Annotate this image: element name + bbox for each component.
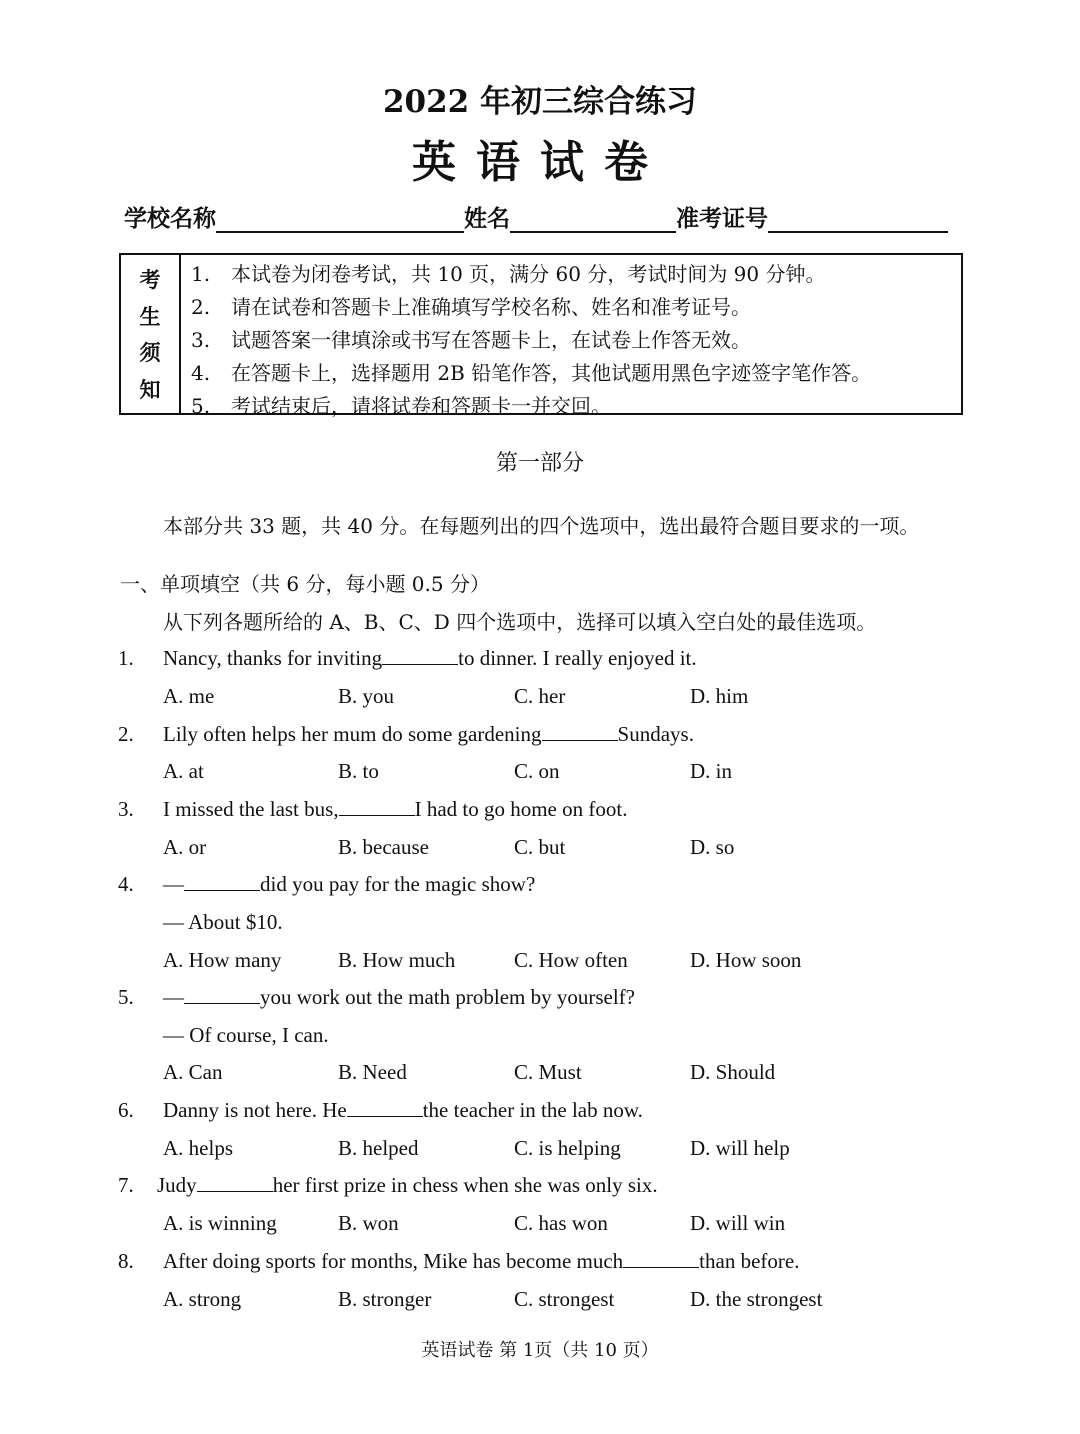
name-field[interactable] — [510, 205, 676, 233]
section-title: 一、单项填空（共 6 分，每小题 0.5 分） — [120, 572, 490, 596]
question-number: 2. — [118, 722, 134, 746]
option-c[interactable]: C. her — [514, 684, 566, 708]
option-d[interactable]: D. will help — [690, 1136, 790, 1160]
exam-id-field[interactable] — [768, 205, 948, 233]
notice-item — [191, 291, 961, 324]
notice-box — [119, 253, 963, 418]
option-d[interactable]: D. Should — [690, 1060, 776, 1084]
question-reply: — About $10. — [163, 910, 283, 934]
part-title: 第一部分 — [495, 451, 584, 476]
answer-blank — [197, 1173, 273, 1192]
option-d[interactable]: D. the strongest — [690, 1287, 823, 1311]
notice-label-char: 生 — [139, 303, 161, 329]
option-d[interactable]: D. How soon — [690, 948, 802, 972]
question-stem — [163, 1098, 643, 1123]
option-c[interactable]: C. but — [514, 835, 566, 859]
stem-post: than before. — [699, 1249, 800, 1273]
question-number: 6. — [118, 1098, 134, 1122]
notice-item — [191, 357, 961, 390]
exam-title: 2022 年初三综合练习 — [382, 84, 698, 120]
option-c[interactable]: C. How often — [514, 948, 628, 972]
option-a[interactable]: A. strong — [163, 1287, 242, 1311]
stem-pre: — — [163, 872, 184, 896]
stem-pre: — — [163, 985, 184, 1009]
school-label: 学校名称 — [124, 205, 216, 232]
answer-blank — [347, 1098, 423, 1117]
notice-num: 4. — [191, 361, 211, 385]
question-stem — [163, 1249, 799, 1274]
option-c[interactable]: C. on — [514, 759, 560, 783]
stem-post: did you pay for the magic show? — [260, 872, 536, 896]
question-number: 3. — [118, 797, 134, 821]
option-b[interactable]: B. you — [338, 684, 395, 708]
answer-blank — [184, 872, 260, 891]
question-number: 4. — [118, 872, 134, 896]
option-a[interactable]: A. or — [163, 835, 207, 859]
question-stem — [163, 985, 635, 1010]
option-b[interactable]: B. Need — [338, 1060, 407, 1084]
notice-num: 3. — [191, 328, 211, 352]
stem-post: to dinner. I really enjoyed it. — [458, 646, 697, 670]
notice-label-char: 须 — [139, 340, 161, 366]
exam-subtitle: 英语试卷 — [412, 137, 668, 188]
question-stem — [163, 872, 535, 897]
question-number: 8. — [118, 1249, 134, 1273]
answer-blank — [382, 646, 458, 665]
notice-text: 考试结束后，请将试卷和答题卡一并交回。 — [231, 394, 611, 418]
option-b[interactable]: B. helped — [338, 1136, 419, 1160]
notice-num: 1. — [191, 262, 211, 286]
option-d[interactable]: D. him — [690, 684, 749, 708]
option-c[interactable]: C. is helping — [514, 1136, 621, 1160]
option-a[interactable]: A. helps — [163, 1136, 233, 1160]
stem-pre: Danny is not here. He — [163, 1098, 347, 1122]
question-number: 5. — [118, 985, 134, 1009]
answer-blank — [339, 797, 415, 816]
question-stem — [163, 646, 697, 671]
page-footer: 英语试卷 第 1页（共 10 页） — [421, 1340, 659, 1361]
stem-pre: Nancy, thanks for inviting — [163, 646, 383, 670]
option-c[interactable]: C. Must — [514, 1060, 582, 1084]
notice-item — [191, 390, 961, 423]
stem-post: her first prize in chess when she was only six. — [272, 1173, 658, 1197]
question-stem — [157, 1173, 658, 1198]
school-field[interactable] — [216, 205, 464, 233]
option-a[interactable]: A. is winning — [163, 1211, 277, 1235]
notice-label-char: 知 — [139, 376, 161, 402]
student-info-row — [124, 200, 948, 233]
stem-post: I had to go home on foot. — [414, 797, 628, 821]
option-b[interactable]: B. won — [338, 1211, 399, 1235]
option-b[interactable]: B. How much — [338, 948, 456, 972]
option-d[interactable]: D. in — [690, 759, 732, 783]
notice-label-char: 考 — [139, 267, 161, 293]
option-d[interactable]: D. will win — [690, 1211, 786, 1235]
option-c[interactable]: C. has won — [514, 1211, 608, 1235]
option-b[interactable]: B. to — [338, 759, 379, 783]
question-stem — [163, 797, 627, 822]
option-a[interactable]: A. Can — [163, 1060, 223, 1084]
answer-blank — [542, 722, 618, 741]
notice-num: 2. — [191, 295, 211, 319]
option-c[interactable]: C. strongest — [514, 1287, 615, 1311]
question-stem — [163, 722, 694, 747]
notice-text: 试题答案一律填涂或书写在答题卡上，在试卷上作答无效。 — [231, 328, 751, 352]
name-label: 姓名 — [464, 205, 510, 232]
notice-text: 在答题卡上，选择题用 2B 铅笔作答，其他试题用黑色字迹签字笔作答。 — [231, 361, 872, 385]
stem-post: you work out the math problem by yourself? — [260, 985, 636, 1009]
notice-text: 请在试卷和答题卡上准确填写学校名称、姓名和准考证号。 — [231, 295, 751, 319]
stem-pre: I missed the last bus, — [163, 797, 339, 821]
option-a[interactable]: A. at — [163, 759, 204, 783]
option-d[interactable]: D. so — [690, 835, 735, 859]
stem-post: Sundays. — [617, 722, 694, 746]
option-a[interactable]: A. me — [163, 684, 215, 708]
question-number: 1. — [118, 646, 134, 670]
stem-pre: Judy — [157, 1173, 197, 1197]
stem-post: the teacher in the lab now. — [422, 1098, 643, 1122]
option-b[interactable]: B. stronger — [338, 1287, 432, 1311]
stem-pre: Lily often helps her mum do some gardening — [163, 722, 542, 746]
notice-item — [191, 258, 961, 291]
answer-blank — [623, 1249, 699, 1268]
option-b[interactable]: B. because — [338, 835, 429, 859]
notice-list — [181, 255, 961, 418]
option-a[interactable]: A. How many — [163, 948, 282, 972]
notice-text: 本试卷为闭卷考试，共 10 页，满分 60 分，考试时间为 90 分钟。 — [231, 262, 826, 286]
notice-item — [191, 324, 961, 357]
notice-num: 5. — [191, 394, 211, 418]
answer-blank — [184, 985, 260, 1004]
part-intro: 本部分共 33 题，共 40 分。在每题列出的四个选项中，选出最符合题目要求的一项。 — [163, 514, 920, 538]
section-instruction: 从下列各题所给的 A、B、C、D 四个选项中，选择可以填入空白处的最佳选项。 — [163, 610, 877, 634]
question-reply: — Of course, I can. — [163, 1023, 329, 1047]
notice-label — [121, 255, 181, 413]
stem-pre: After doing sports for months, Mike has become much — [163, 1249, 624, 1273]
exam-id-label: 准考证号 — [676, 205, 768, 232]
question-number: 7. — [118, 1173, 134, 1197]
